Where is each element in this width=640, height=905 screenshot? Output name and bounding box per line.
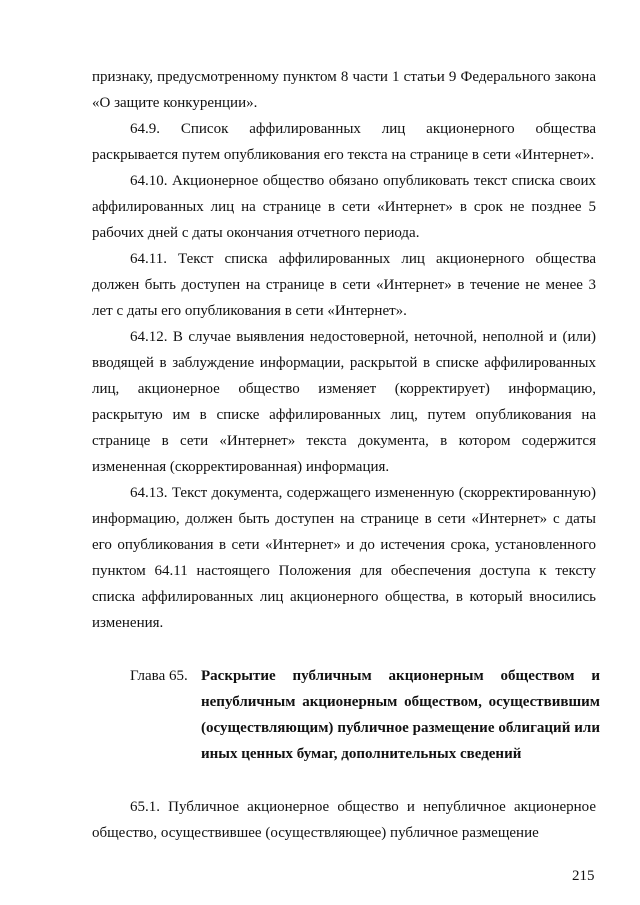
paragraph-64-10: 64.10. Акционерное общество обязано опубликовать текст списка своих аффилированных лиц на странице в сети «Интернет» в срок не позднее 5 рабочих дней с даты окончания отчетного периода.: [92, 173, 596, 241]
paragraph-64-13: 64.13. Текст документа, содержащего измененную (скорректированную) информацию, должен быть доступен на странице в сети «Интернет» с даты его опубликования в сети «Интернет» и до истечения срока, установленного пунктом 64.11 настоящего Положения для обеспечения доступа к тексту списка аффилированных лиц акционерного общества, в который вносились изменения.: [92, 485, 596, 631]
paragraph-64-9: 64.9. Список аффилированных лиц акционерного общества раскрывается путем опубликования его текста на странице в сети «Интернет».: [92, 121, 596, 163]
chapter-label: Глава 65.: [130, 668, 188, 684]
chapter-title: Раскрытие публичным акционерным обществом и непубличным акционерным обществом, осуществившим (осуществляющим) публичное размещение облигаций или иных ценных бумаг, дополнительных сведений: [201, 668, 600, 762]
paragraph-64-11: 64.11. Текст списка аффилированных лиц акционерного общества должен быть доступен на странице в сети «Интернет» в течение не менее 3 лет с даты его опубликования в сети «Интернет».: [92, 251, 596, 319]
paragraph-continuation: признаку, предусмотренному пунктом 8 части 1 статьи 9 Федерального закона «О защите конкуренции».: [92, 69, 596, 111]
page-number: 215: [572, 868, 595, 884]
paragraph-64-12: 64.12. В случае выявления недостоверной, неточной, неполной и (или) вводящей в заблуждение информации, раскрытой в списке аффилированных лиц, акционерное общество изменяет (корректирует) информацию, раскрытую им в списке аффилированных лиц, путем опубликования на странице в сети «Интернет» текста документа, в котором содержится измененная (скорректированная) информация.: [92, 329, 596, 475]
paragraph-65-1: 65.1. Публичное акционерное общество и непубличное акционерное общество, осуществившее (осуществляющее) публичное размещение: [92, 799, 596, 841]
